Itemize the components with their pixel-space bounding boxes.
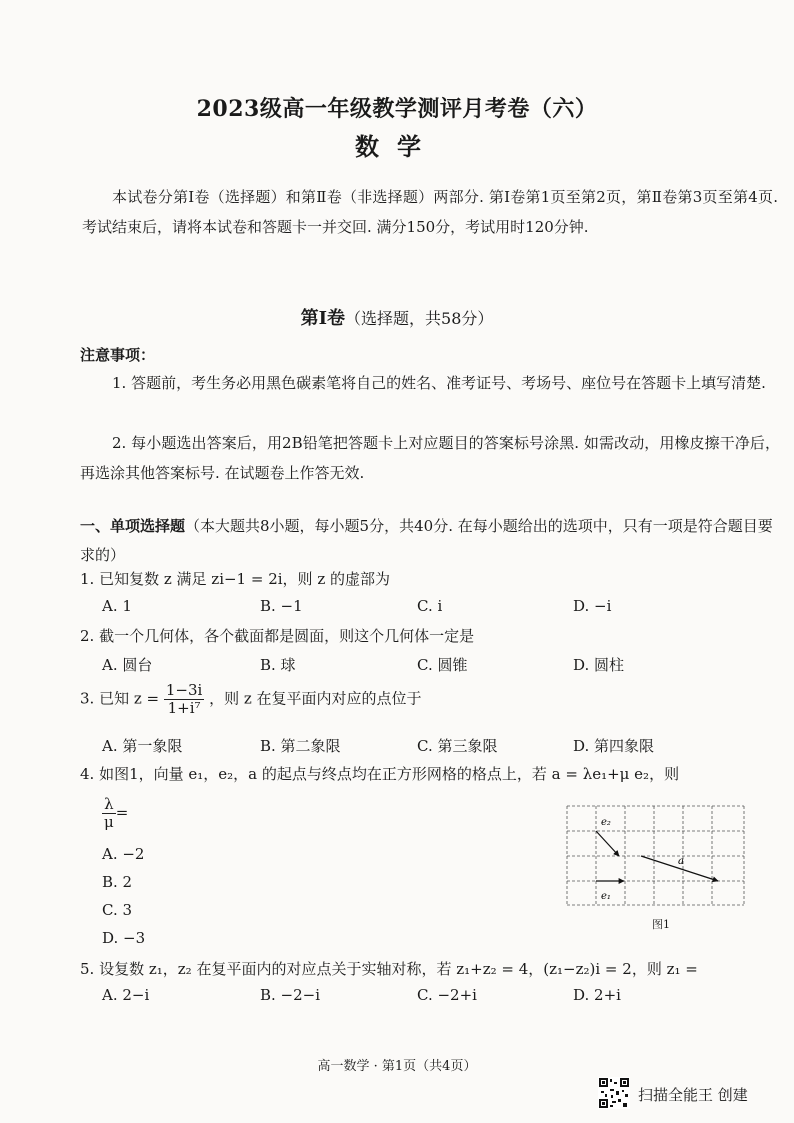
question-5-option-d: D. 2+i [573, 986, 621, 1004]
part-title: 一、单项选择题 [80, 517, 186, 535]
question-3-stem-pre: 3. 已知 z = [80, 689, 160, 708]
question-2-stem: 2. 截一个几何体，各个截面都是圆面，则这个几何体一定是 [80, 627, 475, 645]
question-3-option-b: B. 第二象限 [260, 737, 341, 755]
question-2-option-b: B. 球 [260, 656, 296, 674]
question-5-option-a: A. 2−i [102, 986, 150, 1004]
question-2-option-c: C. 圆锥 [417, 656, 468, 674]
section-subtitle: （选择题，共58分） [345, 309, 494, 328]
question-1-option-c: C. i [417, 597, 443, 615]
question-3-numerator: 1−3i [165, 681, 203, 699]
question-4-option-b: B. 2 [102, 873, 133, 891]
question-3-stem [80, 682, 422, 717]
vector-a-label: a [678, 856, 684, 867]
question-3-option-a: A. 第一象限 [102, 737, 183, 755]
grid-lines [567, 806, 744, 905]
vector-e2-label: e₂ [601, 817, 611, 828]
exam-title: 2023级高一年级教学测评月考卷（六） [196, 96, 598, 122]
question-4-numerator: λ [102, 796, 116, 814]
exam-intro: 本试卷分第Ⅰ卷（选择题）和第Ⅱ卷（非选择题）两部分. 第Ⅰ卷第1页至第2页，第Ⅱ卷第3页至第4页. 考试结束后，请将本试卷和答题卡一并交回. 满分150分，考试用时120分钟. [82, 188, 778, 236]
question-4-denominator: μ [104, 813, 114, 831]
question-4-stem: 4. 如图1，向量 e₁，e₂，a 的起点与终点均在正方形网格的格点上，若 a = λe₁+μ e₂，则 [80, 765, 680, 783]
section-title [0, 304, 794, 330]
question-5-stem: 5. 设复数 z₁，z₂ 在复平面内的对应点关于实轴对称，若 z₁+z₂ = 4，(z₁−z₂)i = 2，则 z₁ = [80, 960, 698, 978]
notice-item: 2. 每小题选出答案后，用2B铅笔把答题卡上对应题目的答案标号涂黑. 如需改动，用橡皮擦干净后，再选涂其他答案标号. 在试题卷上作答无效. [80, 434, 780, 482]
question-3-stem-post: ，则 z 在复平面内对应的点位于 [209, 689, 422, 708]
question-1-option-a: A. 1 [102, 597, 132, 615]
section-name: 第Ⅰ卷 [300, 308, 346, 329]
question-4-fraction [102, 796, 116, 831]
question-3-option-c: C. 第三象限 [417, 737, 498, 755]
notice-heading: 注意事项： [80, 346, 156, 364]
figure-1-caption: 图1 [652, 918, 670, 931]
question-2-option-d: D. 圆柱 [573, 656, 625, 674]
page-footer: 高一数学 · 第1页（共4页） [317, 1059, 477, 1074]
question-4-option-d: D. −3 [102, 929, 146, 947]
question-5-option-c: C. −2+i [417, 986, 477, 1004]
question-3-option-d: D. 第四象限 [573, 737, 655, 755]
part-heading [80, 512, 780, 570]
question-4-option-a: A. −2 [102, 845, 145, 863]
question-3-denominator: 1+i⁷ [167, 699, 201, 717]
question-4-option-c: C. 3 [102, 901, 133, 919]
vector-e2-arrow [596, 831, 619, 856]
vector-e1-label: e₁ [601, 891, 611, 902]
question-5-option-b: B. −2−i [260, 986, 321, 1004]
question-2-option-a: A. 圆台 [102, 656, 153, 674]
question-4-ratio [102, 796, 128, 831]
question-4-equals: = [115, 803, 129, 822]
question-1-option-d: D. −i [573, 597, 612, 615]
question-1-option-b: B. −1 [260, 597, 303, 615]
question-1-stem: 1. 已知复数 z 满足 zi−1 = 2i，则 z 的虚部为 [80, 570, 390, 588]
qr-code-icon [598, 1077, 630, 1109]
part-description: （本大题共8小题，每小题5分，共40分. 在每小题给出的选项中，只有一项是符合题目要求的） [80, 517, 773, 564]
scanner-brand: 扫描全能王 创建 [638, 1086, 748, 1104]
subject-title: 数学 [355, 132, 439, 161]
question-3-fraction [164, 682, 204, 717]
notice-item: 1. 答题前，考生务必用黑色碳素笔将自己的姓名、准考证号、考场号、座位号在答题卡上填写清楚. [112, 374, 766, 392]
figure-1-grid [566, 805, 746, 907]
